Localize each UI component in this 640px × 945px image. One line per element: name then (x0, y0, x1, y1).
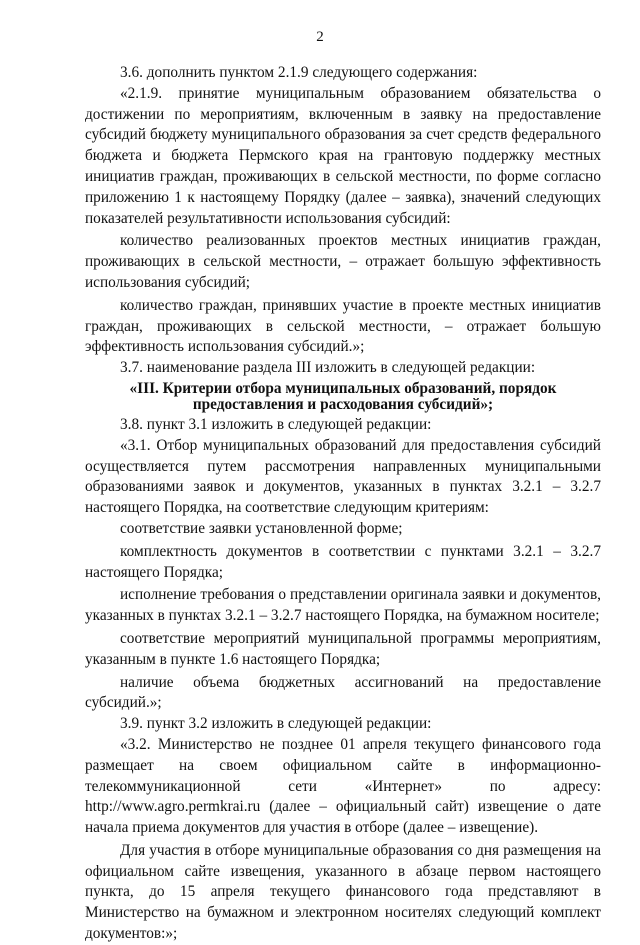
paragraph-3-9: 3.9. пункт 3.2 изложить в следующей редакции: (120, 715, 432, 733)
criterion-original: исполнение требования о представлении оригинала заявки и документов, указанных в пунктах 3.2.1 – 3.2.7 настоящего Порядка, на бумажном носителе; (85, 586, 601, 625)
paragraph-indicator-projects: количество реализованных проектов местных инициатив граждан, проживающих в сельской местности, – отражает большую эффективность использования субсидий; (85, 232, 601, 291)
criterion-budget: наличие объема бюджетных ассигнований на предоставление субсидий.»; (85, 673, 601, 712)
page-number: 2 (316, 29, 324, 45)
criterion-form: соответствие заявки установленной форме; (120, 519, 403, 537)
criterion-program: соответствие мероприятий муниципальной программы мероприятиям, указанным в пункте 1.6 настоящего Порядка; (85, 629, 601, 668)
paragraph-3-2: «3.2. Министерство не позднее 01 апреля текущего финансового года размещает на своем официальном сайте в информационно-телекоммуникационной сети «Интернет» по адресу: http://www.agro.permkrai.ru (далее – официальный сайт) извещение о дате начала приема документов для участия в отборе (далее – извещение). (85, 735, 601, 837)
paragraph-2-1-9: «2.1.9. принятие муниципальным образованием обязательства о достижении по мероприятиям, включенным в заявку на предоставление субсидий бюджету муниципального образования за счет средств федерального бюджета и бюджета Пермского края на грантовую поддержку местных инициатив граждан, проживающих в сельской местности, по форме согласно приложению 1 к настоящему Порядку (далее – заявка), значений следующих показателей результативности использования субсидий: (85, 84, 601, 227)
document-body (85, 63, 601, 945)
paragraph-3-7: 3.7. наименование раздела III изложить в следующей редакции: (120, 359, 536, 377)
section-iii-heading: «III. Критерии отбора муниципальных образований, порядок предоставления и расходования субсидий»; (129, 379, 557, 414)
paragraph-participation: Для участия в отборе муниципальные образования со дня размещения на официальном сайте извещения, указанного в абзаце первом настоящего пункта, до 15 апреля текущего финансового года представляют в Министерство на бумажном и электронном носителях следующий комплект документов:»; (85, 841, 601, 943)
paragraph-indicator-citizens: количество граждан, принявших участие в проекте местных инициатив граждан, проживающих в сельской местности, – отражает большую эффективность использования субсидий.»; (85, 296, 601, 356)
paragraph-3-8: 3.8. пункт 3.1 изложить в следующей редакции: (120, 415, 432, 433)
paragraph-3-1: «3.1. Отбор муниципальных образований для предоставления субсидий осуществляется путем рассмотрения направленных муниципальными образованиями заявок и документов, указанных в пунктах 3.2.1 – 3.2.7 настоящего Порядка, на соответствие следующим критериям: (85, 436, 601, 517)
criterion-completeness: комплектность документов в соответствии с пунктами 3.2.1 – 3.2.7 настоящего Порядка; (85, 542, 601, 581)
paragraph-3-6: 3.6. дополнить пунктом 2.1.9 следующего содержания: (120, 64, 478, 81)
